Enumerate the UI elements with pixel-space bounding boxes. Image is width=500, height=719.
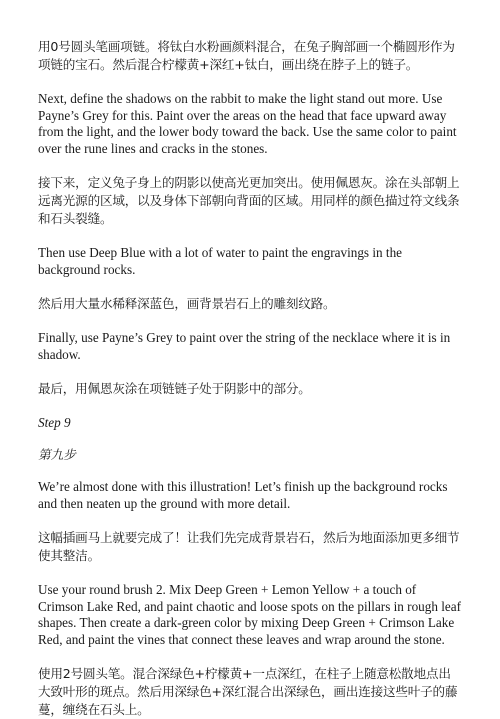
paragraph-brush-en: Use your round brush 2. Mix Deep Green + Lemon Yellow + a touch of Crimson Lake Red, and paint chaotic and loose spots on the pillars in rough leaf shapes. Then create a dark-green color by mixing Deep Green + Crimson Lake Red, and paint the vines that connect these leaves and wrap around the stone. bbox=[38, 582, 462, 647]
step-heading-en: Step 9 bbox=[38, 415, 71, 430]
paragraph-engravings-en: Then use Deep Blue with a lot of water to paint the engravings in the background rocks. bbox=[38, 245, 403, 277]
paragraph-almost-done-en: We’re almost done with this illustration! Let’s finish up the background rocks and then neaten up the ground with more detail. bbox=[38, 479, 448, 511]
paragraph-brush-zh: 使用2号圆头笔。混合深绿色+柠檬黄+一点深红，在柱子上随意松散地点出大致叶形的斑点。然后用深绿色+深红混合出深绿色，画出连接这些叶子的藤蔓，缠绕在石头上。 bbox=[38, 666, 458, 717]
paragraph-shadows-en: Next, define the shadows on the rabbit to make the light stand out more. Use Payne’s Grey for this. Paint over the areas on the head that face upward away from the light, and the lower body toward the back. Use the same color to paint over the rune lines and cracks in the stones. bbox=[38, 91, 457, 156]
paragraph-necklace-shadow-en: Finally, use Payne’s Grey to paint over the string of the necklace where it is in shadow. bbox=[38, 330, 451, 362]
paragraph-necklace-zh: 用0号圆头笔画项链。将钛白水粉画颜料混合，在兔子胸部画一个椭圆形作为项链的宝石。然后混合柠檬黄+深红+钛白，画出绕在脖子上的链子。 bbox=[38, 39, 455, 72]
paragraph-necklace-shadow-zh: 最后，用佩恩灰涂在项链链子处于阴影中的部分。 bbox=[38, 381, 311, 396]
paragraph-shadows-zh: 接下来，定义兔子身上的阴影以使高光更加突出。使用佩恩灰。涂在头部朝上远离光源的区域，以及身体下部朝向背面的区域。用同样的颜色描过符文线条和石头裂缝。 bbox=[38, 175, 460, 226]
step-heading-zh: 第九步 bbox=[38, 447, 76, 462]
paragraph-almost-done-zh: 这幅插画马上就要完成了！让我们先完成背景岩石，然后为地面添加更多细节使其整洁。 bbox=[38, 530, 460, 563]
paragraph-engravings-zh: 然后用大量水稀释深蓝色，画背景岩石上的雕刻纹路。 bbox=[38, 296, 336, 311]
